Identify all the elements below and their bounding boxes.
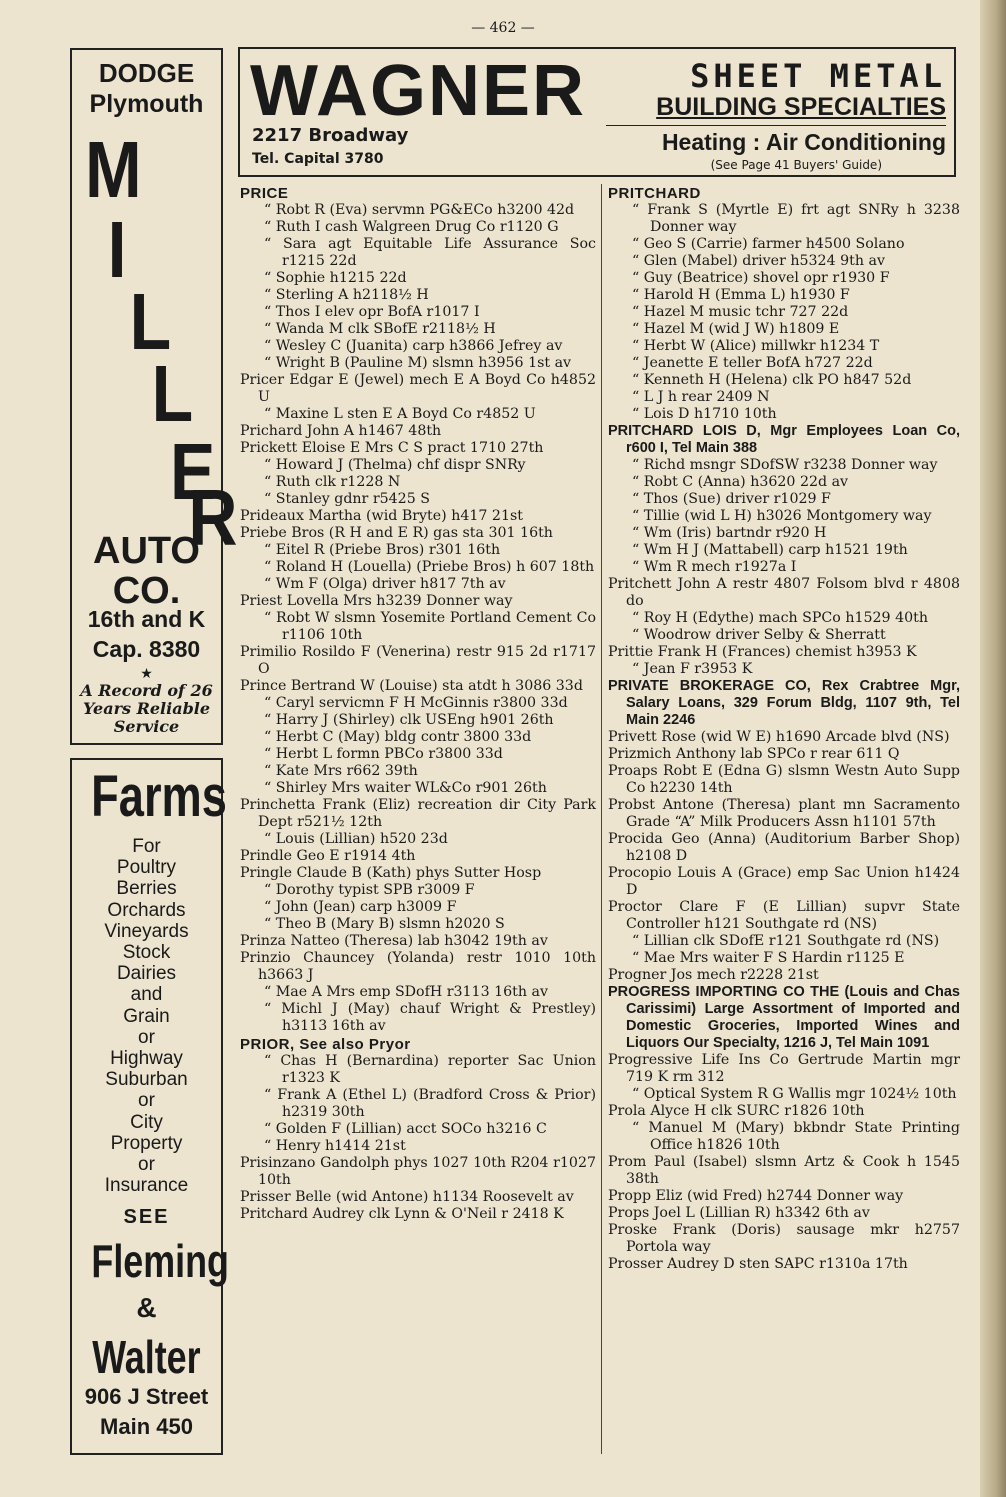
directory-sub-entry: “ Howard J (Thelma) chf dispr SNRy [264, 457, 526, 473]
directory-entry: Priest Lovella Mrs h3239 Donner way [240, 593, 513, 609]
directory-entry: Proske Frank (Doris) sausage mkr h2757 Portola way [608, 1222, 960, 1255]
directory-sub-entry: “ Sterling A h2118½ H [264, 287, 429, 303]
directory-sub-entry: “ John (Jean) carp h3009 F [264, 899, 457, 915]
directory-entry: Prinzio Chauncey (Yolanda) restr 1010 10th h3663 J [240, 950, 596, 983]
directory-entry: Pritchard Audrey clk Lynn & O'Neil r 2418 K [240, 1206, 564, 1222]
directory-sub-entry: “ Richd msngr SDofSW r3238 Donner way [632, 457, 938, 473]
wagner-name: WAGNER [250, 51, 586, 131]
wagner-heating: Heating : Air Conditioning [661, 129, 946, 155]
ad-farms-list [72, 836, 221, 1196]
wagner-address: 2217 Broadway [252, 125, 409, 146]
ad-farms-title: Farms [91, 764, 227, 829]
ad-miller-letter-i: I [107, 205, 127, 294]
ad-dodge-line: DODGE [98, 58, 195, 88]
directory-sub-entry: “ Theo B (Mary B) slsmn h2020 S [264, 916, 505, 932]
directory-entry: Propp Eliz (wid Fred) h2744 Donner way [608, 1188, 904, 1204]
directory-sub-entry: “ Herbt C (May) bldg contr 3800 33d [264, 729, 532, 745]
ad-plymouth-line: Plymouth [89, 90, 204, 118]
directory-entry: Procopio Louis A (Grace) emp Sac Union h1424 D [608, 865, 960, 898]
ad-farms-item: Poultry [116, 857, 177, 879]
directory-sub-entry: “ Herbt L formn PBCo r3800 33d [264, 746, 503, 762]
directory-sub-entry: “ Frank A (Ethel L) (Bradford Cross & Prior) h2319 30th [264, 1087, 596, 1120]
directory-sub-entry: “ Harry J (Shirley) clk USEng h901 26th [264, 712, 554, 728]
directory-entry: Prittie Frank H (Frances) chemist h3953 K [608, 644, 917, 660]
ad-auto-text: AUTO [93, 530, 200, 572]
ad-farms-item: Berries [116, 878, 177, 900]
ad-farms-item: Grain [123, 1005, 170, 1027]
directory-sub-entry: “ Sara agt Equitable Life Assurance Soc r1215 22d [264, 236, 596, 269]
directory-sub-entry: “ Wm H J (Mattabell) carp h1521 19th [632, 542, 908, 558]
directory-sub-entry: “ Roy H (Edythe) mach SPCo h1529 40th [632, 610, 928, 626]
directory-sub-entry: “ Robt R (Eva) servmn PG&ECo h3200 42d [264, 202, 575, 218]
ad-farms-item: Vineyards [104, 920, 189, 942]
directory-column-right [608, 184, 960, 1273]
ad-miller-letter-l2: L [151, 349, 194, 438]
directory-sub-entry: “ Robt W slsmn Yosemite Portland Cement Co r1106 10th [264, 610, 596, 643]
directory-sub-entry: “ Dorothy typist SPB r3009 F [264, 882, 475, 898]
ad-farms-item: or [138, 1090, 155, 1112]
directory-sub-entry: “ Herbt W (Alice) millwkr h1234 T [632, 338, 880, 354]
ad-farms-item: City [130, 1111, 163, 1133]
directory-sub-entry: “ L J h rear 2409 N [632, 389, 770, 405]
directory-sub-entry: “ Ruth clk r1228 N [264, 474, 401, 490]
directory-entry: Primilio Rosildo F (Venerina) restr 915 2d r1717 O [240, 644, 596, 677]
ad-miller-letter-r: R [188, 473, 238, 562]
miller-auto-ad [70, 48, 238, 745]
page-number: — 462 — [471, 20, 535, 36]
directory-entry: Prisser Belle (wid Antone) h1134 Roosevelt av [240, 1189, 574, 1205]
directory-sub-entry: “ Optical System R G Wallis mgr 1024½ 10th [632, 1086, 957, 1102]
directory-sub-entry: “ Tillie (wid L H) h3026 Montgomery way [632, 508, 932, 524]
directory-entry: Prom Paul (Isabel) slsmn Artz & Cook h 1545 38th [608, 1154, 960, 1187]
wagner-telephone: Tel. Capital 3780 [252, 151, 384, 167]
directory-entry: Props Joel L (Lillian R) h3342 6th av [608, 1205, 870, 1221]
directory-sub-entry: “ Manuel M (Mary) bkbndr State Printing Office h1826 10th [632, 1120, 960, 1153]
page-edge-shadow [980, 0, 1006, 1497]
ad-farms-item: Orchards [107, 899, 186, 921]
directory-sub-entry: “ Geo S (Carrie) farmer h4500 Solano [632, 236, 905, 252]
ad-farms-item: Highway [110, 1048, 183, 1070]
directory-sub-entry: “ Wm (Iris) bartndr r920 H [632, 525, 827, 541]
directory-sub-entry: “ Kate Mrs r662 39th [264, 763, 418, 779]
directory-entry: Pricer Edgar E (Jewel) mech E A Boyd Co h4852 U [240, 372, 596, 405]
directory-sub-entry: “ Sophie h1215 22d [264, 270, 407, 286]
directory-sub-entry: “ Robt C (Anna) h3620 22d av [632, 474, 849, 490]
directory-sub-entry: “ Chas H (Bernardina) reporter Sac Union r1323 K [264, 1053, 596, 1086]
directory-business-listing: PRITCHARD LOIS D, Mgr Employees Loan Co, r600 I, Tel Main 388 [608, 423, 960, 456]
wagner-buyers-guide-note: (See Page 41 Buyers' Guide) [710, 158, 882, 172]
ad-farms-item: and [130, 984, 163, 1006]
directory-entry: Progner Jos mech r2228 21st [608, 967, 819, 983]
directory-entry: Pritchett John A restr 4807 Folsom blvd r 4808 do [608, 576, 960, 609]
directory-entry: Prisinzano Gandolph phys 1027 10th R204 r1027 10th [240, 1155, 596, 1188]
wagner-building-specialties: BUILDING SPECIALTIES [656, 93, 946, 121]
ad-tagline: A Record of 26 Years Reliable Service [80, 681, 213, 736]
directory-sub-entry: “ Lillian clk SDofE r121 Southgate rd (NS) [632, 933, 940, 949]
directory-sub-entry: “ Roland H (Louella) (Priebe Bros) h 607 18th [264, 559, 595, 575]
ad-miller-letter-m: M [84, 125, 142, 214]
ad-farms-phone: Main 450 [100, 1414, 193, 1439]
ad-walter-name: Walter [92, 1331, 201, 1383]
ad-phone: Cap. 8380 [92, 636, 201, 662]
directory-entry: Prola Alyce H clk SURC r1826 10th [608, 1103, 865, 1119]
directory-entry: Prindle Geo E r1914 4th [240, 848, 416, 864]
ad-ampersand: & [136, 1292, 157, 1323]
directory-entry: Proaps Robt E (Edna G) slsmn Westn Auto Supp Co h2230 14th [608, 763, 960, 796]
directory-sub-entry: “ Ruth I cash Walgreen Drug Co r1120 G [264, 219, 559, 235]
ad-farms-item: Property [110, 1132, 183, 1154]
directory-sub-entry: “ Maxine L sten E A Boyd Co r4852 U [264, 406, 536, 422]
directory-sub-entry: “ Thos (Sue) driver r1029 F [632, 491, 831, 507]
directory-entry: Privett Rose (wid W E) h1690 Arcade blvd (NS) [608, 729, 950, 745]
directory-column-left [240, 184, 596, 1223]
ad-farms-item: For [132, 836, 161, 857]
directory-entry: Prickett Eloise E Mrs C S pract 1710 27th [240, 440, 544, 456]
directory-entry: Probst Antone (Theresa) plant mn Sacramento Grade “A” Milk Producers Assn h1101 57th [608, 797, 960, 830]
wagner-header-ad [238, 47, 956, 177]
directory-sub-entry: “ Wm F (Olga) driver h817 7th av [264, 576, 506, 592]
directory-sub-entry: “ Thos I elev opr BofA r1017 I [264, 304, 480, 320]
ad-miller-letter-l1: L [129, 277, 172, 366]
ad-farms-item: or [138, 1026, 155, 1048]
ad-farms-address: 906 J Street [84, 1384, 209, 1409]
directory-entry: Prinza Natteo (Theresa) lab h3042 19th av [240, 933, 548, 949]
wagner-rule [606, 125, 946, 126]
directory-sub-entry: “ Mae A Mrs emp SDofH r3113 16th av [264, 984, 548, 1000]
star-icon: ★ [140, 666, 153, 682]
ad-fleming-name: Fleming [91, 1235, 229, 1287]
directory-sub-entry: “ Jean F r3953 K [632, 661, 753, 677]
directory-sub-entry: “ Guy (Beatrice) shovel opr r1930 F [632, 270, 890, 286]
directory-entry: Progressive Life Ins Co Gertrude Martin mgr 719 K rm 312 [608, 1052, 960, 1085]
directory-entry: Prichard John A h1467 48th [240, 423, 442, 439]
directory-entry: Princhetta Frank (Eliz) recreation dir City Park Dept r521½ 12th [240, 797, 596, 830]
directory-sub-entry: “ Jeanette E teller BofA h727 22d [632, 355, 873, 371]
directory-sub-entry: “ Wm R mech r1927a I [632, 559, 797, 575]
directory-sub-entry: “ Louis (Lillian) h520 23d [264, 831, 448, 847]
ad-see-text: SEE [123, 1206, 170, 1228]
wagner-sheet-metal: SHEET METAL [690, 57, 946, 95]
directory-sub-entry: “ Glen (Mabel) driver h5324 9th av [632, 253, 885, 269]
directory-sub-entry: “ Wanda M clk SBofE r2118½ H [264, 321, 496, 337]
directory-heading: PRITCHARD [608, 185, 701, 202]
ad-farms-item: Suburban [105, 1069, 188, 1091]
ad-co-text: CO. [112, 570, 181, 612]
directory-business-listing: PRIVATE BROKERAGE CO, Rex Crabtree Mgr, Salary Loans, 329 Forum Bldg, 1107 9th, Tel Main 2246 [608, 678, 960, 728]
directory-entry: Prideaux Martha (wid Bryte) h417 21st [240, 508, 523, 524]
directory-entry: Prosser Audrey D sten SAPC r1310a 17th [608, 1256, 908, 1272]
ad-miller-letter-e: E [170, 427, 216, 516]
ad-farms-item: Insurance [104, 1175, 189, 1197]
directory-sub-entry: “ Wright B (Pauline M) slsmn h3956 1st av [264, 355, 572, 371]
directory-sub-entry: “ Lois D h1710 10th [632, 406, 777, 422]
column-divider [601, 184, 602, 1454]
directory-sub-entry: “ Golden F (Lillian) acct SOCo h3216 C [264, 1121, 547, 1137]
fleming-walter-ad [70, 758, 229, 1455]
directory-sub-entry: “ Harold H (Emma L) h1930 F [632, 287, 850, 303]
directory-entry: Prizmich Anthony lab SPCo r rear 611 Q [608, 746, 900, 762]
directory-sub-entry: “ Woodrow driver Selby & Sherratt [632, 627, 886, 643]
ad-farms-item: or [138, 1154, 155, 1176]
directory-sub-entry: “ Stanley gdnr r5425 S [264, 491, 430, 507]
directory-heading: PRIOR, See also Pryor [240, 1036, 411, 1053]
ad-farms-item: Dairies [116, 963, 177, 985]
directory-sub-entry: “ Caryl servicmn F H McGinnis r3800 33d [264, 695, 568, 711]
directory-sub-entry: “ Hazel M music tchr 727 22d [632, 304, 849, 320]
directory-entry: Pringle Claude B (Kath) phys Sutter Hosp [240, 865, 542, 881]
directory-sub-entry: “ Frank S (Myrtle E) frt agt SNRy h 3238 Donner way [632, 202, 960, 235]
directory-sub-entry: “ Wesley C (Juanita) carp h3866 Jefrey av [264, 338, 563, 354]
directory-sub-entry: “ Hazel M (wid J W) h1809 E [632, 321, 840, 337]
directory-business-listing: PROGRESS IMPORTING CO THE (Louis and Chas Carissimi) Large Assortment of Imported and Domestic Groceries, Imported Wines and Liquors Our Specialty, 1216 J, Tel Main 1091 [608, 984, 960, 1051]
directory-heading: PRICE [240, 185, 289, 202]
directory-sub-entry: “ Henry h1414 21st [264, 1138, 406, 1154]
directory-entry: Prince Bertrand W (Louise) sta atdt h 3086 33d [240, 678, 583, 694]
directory-sub-entry: “ Eitel R (Priebe Bros) r301 16th [264, 542, 501, 558]
ad-farms-item: Stock [122, 942, 171, 964]
directory-entry: Procida Geo (Anna) (Auditorium Barber Shop) h2108 D [608, 831, 960, 864]
directory-entry: Proctor Clare F (E Lillian) supvr State Controller h121 Southgate rd (NS) [608, 899, 960, 932]
directory-sub-entry: “ Shirley Mrs waiter WL&Co r901 26th [264, 780, 547, 796]
ad-address: 16th and K [87, 606, 206, 632]
directory-entry: Priebe Bros (R H and E R) gas sta 301 16th [240, 525, 553, 541]
directory-sub-entry: “ Mae Mrs waiter F S Hardin r1125 E [632, 950, 905, 966]
directory-sub-entry: “ Michl J (May) chauf Wright & Prestley) h3113 16th av [264, 1001, 596, 1034]
directory-sub-entry: “ Kenneth H (Helena) clk PO h847 52d [632, 372, 912, 388]
